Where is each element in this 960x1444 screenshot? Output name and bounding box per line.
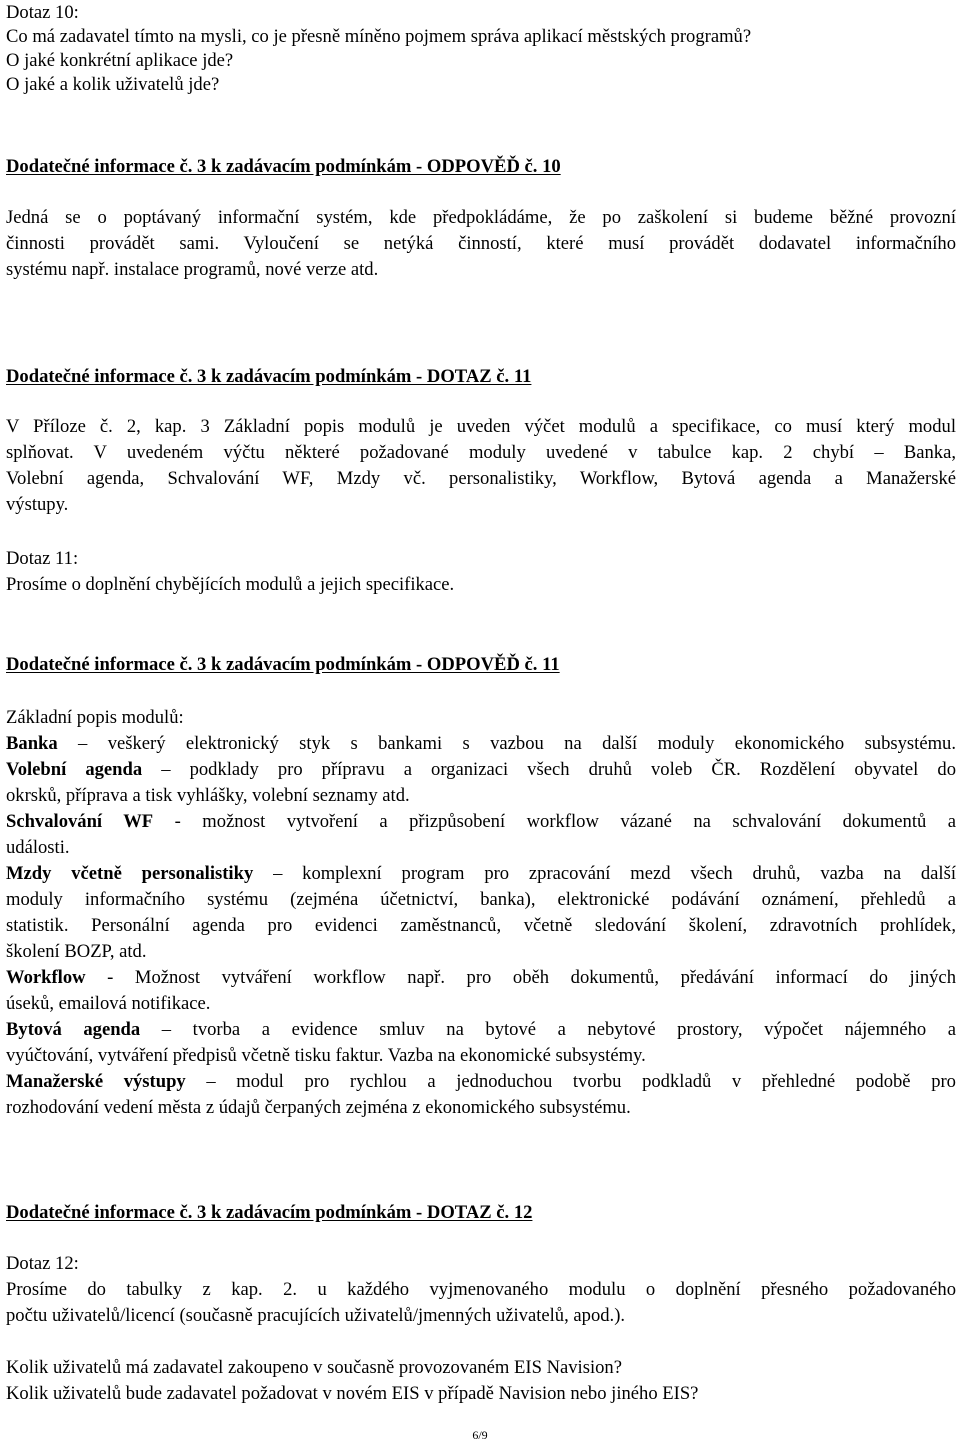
- question-11-text: Prosíme o doplnění chybějících modulů a jejich specifikace.: [6, 574, 455, 595]
- module-description: – podklady pro přípravu a organizaci všech druhů voleb ČR. Rozdělení obyvatel do: [142, 759, 956, 780]
- question-12-line: Prosíme do tabulky z kap. 2. u každého vyjmenovaného modulu o doplnění přesného požadovaného: [6, 1279, 956, 1300]
- module-name: Banka: [6, 733, 58, 754]
- answer-10-line: činnosti provádět sami. Vyloučení se netýká činností, které musí provádět dodavatel informačního: [6, 233, 956, 254]
- question-12-extra: Kolik uživatelů bude zadavatel požadovat v novém EIS v případě Navision nebo jiného EIS?: [6, 1383, 699, 1404]
- question-11-line: V Příloze č. 2, kap. 3 Základní popis modulů je uveden výčet modulů a specifikace, co musí který modul: [6, 416, 956, 437]
- module-workflow: [6, 965, 956, 991]
- module-bytova-agenda: [6, 1017, 956, 1043]
- module-schvalovani-wf: [6, 809, 956, 835]
- module-description: okrsků, příprava a tisk vyhlášky, volební seznamy atd.: [6, 785, 410, 806]
- module-description: – modul pro rychlou a jednoduchou tvorbu podkladů v přehledné podobě pro: [185, 1071, 956, 1092]
- module-banka: [6, 731, 956, 757]
- question-11-line: Volební agenda, Schvalování WF, Mzdy vč. personalistiky, Workflow, Bytová agenda a Manažerské: [6, 468, 956, 489]
- module-name: Mzdy včetně personalistiky: [6, 863, 254, 884]
- question-10-label: Dotaz 10:: [6, 2, 79, 23]
- module-description: školení BOZP, atd.: [6, 941, 147, 962]
- answer-10-heading: Dodatečné informace č. 3 k zadávacím podmínkám - ODPOVĚĎ č. 10: [6, 156, 561, 177]
- answer-10-line: systému např. instalace programů, nové verze atd.: [6, 259, 379, 280]
- question-11-heading: Dodatečné informace č. 3 k zadávacím podmínkám - DOTAZ č. 11: [6, 366, 532, 387]
- answer-11-intro: Základní popis modulů:: [6, 707, 184, 728]
- page-number: 6/9: [472, 1428, 488, 1442]
- question-12-extra: Kolik uživatelů má zadavatel zakoupeno v současně provozovaném EIS Navision?: [6, 1357, 622, 1378]
- module-volebni-agenda: [6, 757, 956, 783]
- module-name: Bytová agenda: [6, 1019, 141, 1040]
- module-description: vyúčtování, vytváření předpisů včetně tisku faktur. Vazba na ekonomické subsystémy.: [6, 1045, 646, 1066]
- module-name: Manažerské výstupy: [6, 1071, 186, 1092]
- module-name: Workflow: [6, 967, 86, 988]
- answer-10-line: Jedná se o poptávaný informační systém, kde předpokládáme, že po zaškolení si budeme běžné provozní: [6, 207, 956, 228]
- module-description: události.: [6, 837, 70, 858]
- question-12-label: Dotaz 12:: [6, 1253, 79, 1274]
- module-description: statistik. Personální agenda pro evidenci zaměstnanců, včetně sledování školení, zdravotních prohlídek,: [6, 915, 956, 936]
- question-10-line: O jaké a kolik uživatelů jde?: [6, 74, 220, 95]
- answer-11-heading: Dodatečné informace č. 3 k zadávacím podmínkám - ODPOVĚĎ č. 11: [6, 654, 560, 675]
- module-description: rozhodování vedení města z údajů čerpaných zejména z ekonomického subsystému.: [6, 1097, 631, 1118]
- module-name: Volební agenda: [6, 759, 143, 780]
- question-12-line: počtu uživatelů/licencí (současně pracujících uživatelů/jmenných uživatelů, apod.).: [6, 1305, 626, 1326]
- question-11-line: výstupy.: [6, 494, 69, 515]
- question-12-heading: Dodatečné informace č. 3 k zadávacím podmínkám - DOTAZ č. 12: [6, 1202, 533, 1223]
- module-manazerske-vystupy: [6, 1069, 956, 1095]
- module-description: moduly informačního systému (zejména účetnictví, banka), elektronické podávání oznámení, přehledů a: [6, 889, 956, 910]
- module-mzdy: [6, 861, 956, 887]
- module-description: úseků, emailová notifikace.: [6, 993, 211, 1014]
- module-description: – veškerý elektronický styk s bankami s vazbou na další moduly ekonomického subsystému.: [57, 733, 956, 754]
- question-11-line: splňovat. V uvedeném výčtu některé požadované moduly uvedené v tabulce kap. 2 chybí – Banka,: [6, 442, 956, 463]
- question-10-line: O jaké konkrétní aplikace jde?: [6, 50, 234, 71]
- module-description: - Možnost vytváření workflow např. pro oběh dokumentů, předávání informací do jiných: [85, 967, 956, 988]
- module-description: – tvorba a evidence smluv na bytové a nebytové prostory, výpočet nájemného a: [140, 1019, 957, 1040]
- question-11-label: Dotaz 11:: [6, 548, 79, 569]
- module-name: Schvalování WF: [6, 811, 154, 832]
- module-description: – komplexní program pro zpracování mezd všech druhů, vazba na další: [253, 863, 957, 884]
- question-10-line: Co má zadavatel tímto na mysli, co je přesně míněno pojmem správa aplikací městských programů?: [6, 26, 752, 47]
- module-description: - možnost vytvoření a přizpůsobení workflow vázané na schvalování dokumentů a: [153, 811, 956, 832]
